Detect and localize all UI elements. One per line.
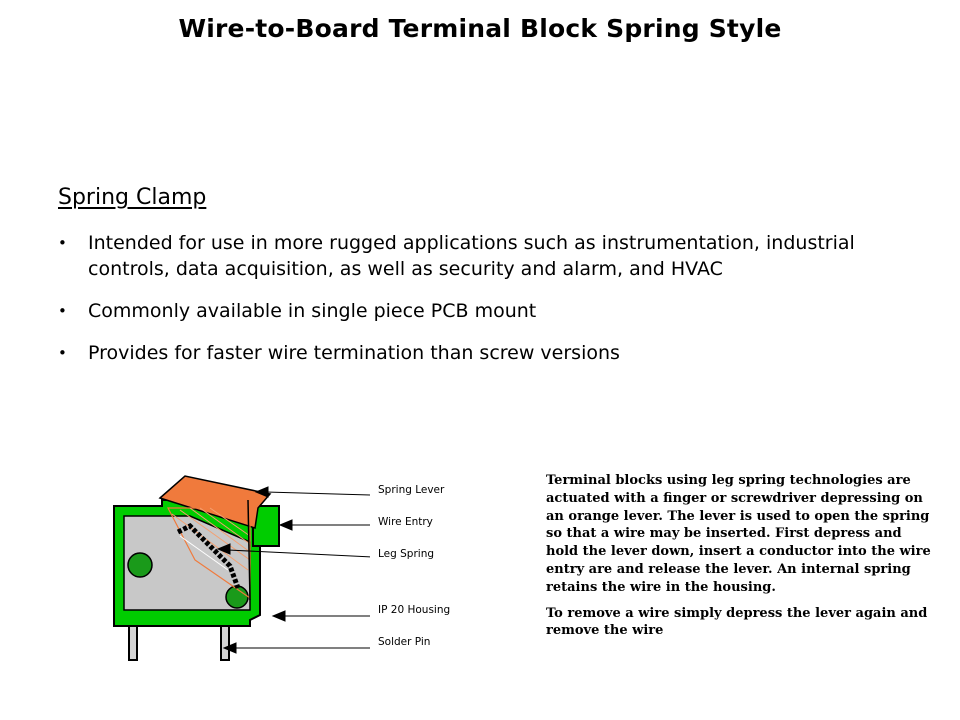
section-heading: Spring Clamp (58, 185, 207, 210)
description-paragraph: Terminal blocks using leg spring technologies are actuated with a finger or screwdriver depressing on an orange lever. The lever is used to open the spring so that a wire may be inserted. First depress and hold the lever down, insert a conductor into the wire entry are and release the lever. An internal spring retains the wire in the housing. (546, 473, 931, 595)
description-paragraph: To remove a wire simply depress the lever again and remove the wire (546, 605, 928, 639)
solder-pin-right (221, 622, 229, 660)
bullet-text: Commonly available in single piece PCB mount (88, 300, 537, 322)
slide-title: Wire-to-Board Terminal Block Spring Style (178, 14, 782, 43)
solder-pin-left (129, 622, 137, 660)
bullet-dot-icon: • (58, 302, 67, 320)
callout-wire-entry: Wire Entry (378, 516, 433, 528)
callout-leg-spring: Leg Spring (378, 548, 435, 560)
terminal-block-diagram (100, 470, 370, 665)
housing-hole (128, 553, 152, 577)
description-block (546, 472, 936, 648)
callout-solder-pin: Solder Pin (378, 636, 431, 648)
bullet-dot-icon: • (58, 344, 67, 362)
bullet-text: Intended for use in more rugged applications such as instrumentation, industrial controls, data acquisition, as well as security and alarm, and HVAC (88, 232, 855, 280)
bullet-text: Provides for faster wire termination than screw versions (88, 342, 620, 364)
bullet-list (58, 230, 938, 382)
callout-spring-lever: Spring Lever (378, 484, 445, 496)
callout-housing: IP 20 Housing (378, 604, 451, 616)
bullet-dot-icon: • (58, 234, 67, 252)
bullet-item (58, 298, 938, 324)
bullet-item (58, 230, 938, 282)
bullet-item (58, 340, 938, 366)
